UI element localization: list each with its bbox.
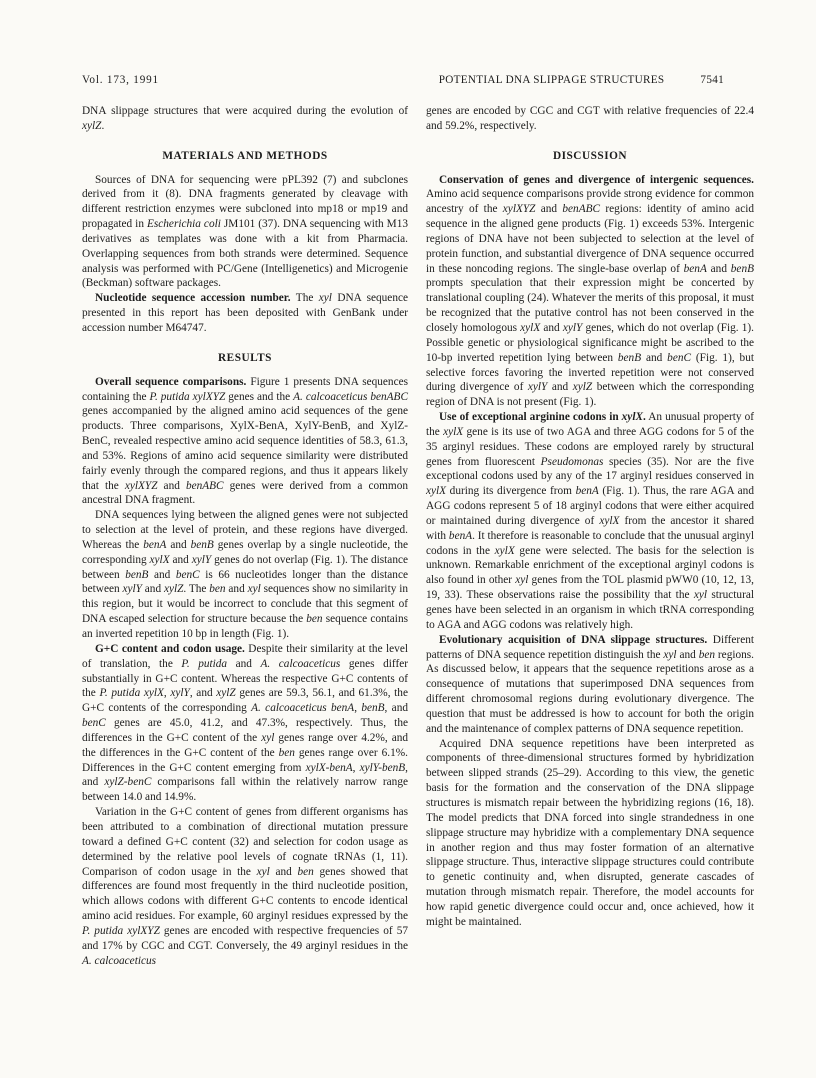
paragraph: G+C content and codon usage. Despite their similarity at the level of translation, the P. putida and A. calcoaceticus genes differ substantially in G+C content. Whereas the respective G+C contents of the P. putida xylX, xylY, and xylZ genes are 59.3, 56.1, and 61.3%, the G+C contents of the corresponding A. calcoaceticus benA, benB, and benC genes are 45.0, 41.2, and 47.3%, respectively. Thus, the differences in the G+C content of the xyl genes range over 4.2%, and the differences in the G+C content of the ben genes range over 6.1%. Differences in the G+C content emerging from xylX-benA, xylY-benB, and xylZ-benC comparisons fall within the relatively narrow range between 14.0 and 14.9%. xyxy=(82,642,409,804)
paragraph: DNA sequences lying between the aligned genes were not subjected to selection at the level of protein, and these regions have diverged. Whereas the benA and benB genes overlap by a single nucleotide, the corresponding xylX and xylY genes do not overlap (Fig. 1). The distance between benB and benC is 66 nucleotides longer than the distance between xylY and xylZ. The ben and xyl sequences show no similarity in this region, but it would be incorrect to conclude that this segment of DNA escaped selection for structure because the ben sequence contains an inverted repetition 10 bp in length (Fig. 1). xyxy=(82,509,408,640)
paragraph: Acquired DNA sequence repetitions have been interpreted as components of three-dimensional structures formed by hybridization between slipped strands (25–29). According to this view, the genetic basis for the formation and the conservation of the DNA slippage structures is mismatch repair between the hybridizing regions (16, 18). The model predicts that DNA forced into single strandedness in one slippage structure may hybridize with a complementary DNA sequence in another region and thus may foster formation of an alternative slippage structure. Thus, interactive slippage structures could contribute to genetic continuity and, when disrupted, generate cascades of mutation through mismatch repair. Therefore, the model accounts for how rapid genetic divergence could occur and, once achieved, how it might be maintained. xyxy=(426,737,754,928)
paragraph: Sources of DNA for sequencing were pPL392 (7) and subclones derived from it (8). DNA fragments generated by cleavage with different restriction enzymes were subcloned into mp18 or mp19 and propagated in Escherichia coli JM101 (37). DNA sequencing with M13 derivatives as templates was done with a kit from Pharmacia. Overlapping sequences from both strands were determined. Sequence analysis was performed with PC/Gene (Intelligenetics) and Microgenie (Beckman) software packages. xyxy=(82,173,408,290)
paragraph: Conservation of genes and divergence of intergenic sequences. Amino acid sequence comparisons provide strong evidence for common ancestry of the xylXYZ and benABC regions: identity of amino acid sequence in the aligned gene products (Fig. 1) exceeds 53%. Intergenic regions of DNA have not been subjected to selection at the level of protein function, and substantial divergence of DNA sequence occurred in these noncoding regions. The single-base overlap of benA and benB prompts speculation that their expression might be concerted by translational coupling (24). Whatever the merits of this proposal, it must be recognized that the putative control has not been conserved in the closely homologous xylX and xylY genes, which do not overlap (Fig. 1). Possible genetic or physiological significance might be ascribed to the 10-bp inverted repetition lying between benB and benC (Fig. 1), but selective forces favoring the inverted repetition were not conserved during divergence of xylY and xylZ between which the corresponding region of DNA is not present (Fig. 1). xyxy=(426,173,754,409)
paragraph: DNA slippage structures that were acquired during the evolution of xylZ. xyxy=(82,105,408,132)
section-heading-results: RESULTS xyxy=(218,351,272,364)
right-column xyxy=(426,104,754,930)
paragraph: Nucleotide sequence accession number. The xyl DNA sequence presented in this report has been deposited with GenBank under accession number M64747. xyxy=(82,292,408,334)
left-column xyxy=(82,104,408,968)
volume-label: Vol. 173, 1991 xyxy=(82,74,159,86)
paragraph: Overall sequence comparisons. Figure 1 presents DNA sequences containing the P. putida xylXYZ genes and the A. calcoaceticus benABC genes accompanied by the aligned amino acid sequences of the gene products. Three comparisons, XylX-BenA, XylY-BenB, and XylZ-BenC, revealed respective amino acid sequence identities of 58.3, 61.3, and 53%. Regions of amino acid sequence similarity were distributed fairly evenly through the compared regions, and thus it appears likely that the xylXYZ and benABC genes were derived from a common ancestral DNA fragment. xyxy=(82,375,408,507)
section-heading-discussion: DISCUSSION xyxy=(552,149,628,162)
running-title: POTENTIAL DNA SLIPPAGE STRUCTURES xyxy=(438,74,665,86)
section-heading-materials-methods: MATERIALS AND METHODS xyxy=(162,149,328,162)
paragraph: Use of exceptional arginine codons in xylX. An unusual property of the xylX gene is its use of two AGA and three AGG codons for 5 of the 35 arginyl residues. These codons are employed rarely by structural genes from fluorescent Pseudomonas species (35). Nor are the five exceptional codons used by any of the 17 arginyl residues conserved in xylX during its divergence from benA (Fig. 1). Thus, the rare AGA and AGG codons represent 5 of 18 arginyl codons that were either acquired or maintained during divergence of xylX from the ancestor it shared with benA. It therefore is reasonable to conclude that the unusual arginyl codons in the xylX gene were selected. The basis for the selection is unknown. Remarkable enrichment of the exceptional arginyl codons is also found in other xyl genes from the TOL plasmid pWW0 (10, 12, 13, 19, 33). These observations raise the possibility that the xyl structural genes have been selected in an organism in which tRNA corresponding to AGA and AGG codons was relatively high. xyxy=(426,411,754,631)
page-number: 7541 xyxy=(700,74,724,86)
paragraph: genes are encoded by CGC and CGT with relative frequencies of 22.4 and 59.2%, respectively. xyxy=(426,105,754,132)
paragraph: Evolutionary acquisition of DNA slippage structures. Different patterns of DNA sequence repetition distinguish the xyl and ben regions. As discussed below, it appears that the sequence repetitions arose as a consequence of mutations that superimposed DNA sequences from different chromosomal regions during evolutionary divergence. The question that must be addressed is how to account for both the origin and the maintenance of complex patterns of DNA sequence repetition. xyxy=(426,633,754,735)
paragraph: Variation in the G+C content of genes from different organisms has been attributed to a combination of directional mutation pressure toward a defined G+C content (32) and selection for codon usage as determined by the relative pool levels of cognate tRNAs (1, 11). Comparison of codon usage in the xyl and ben genes showed that differences are found most frequently in the third nucleotide position, which allows codons with different G+C contents to encode identical amino acid residues. For example, 60 arginyl residues expressed by the P. putida xylXYZ genes are encoded with respective frequencies of 57 and 17% by CGC and CGT. Conversely, the 49 arginyl residues in the A. calcoaceticus xyxy=(82,806,408,967)
running-head xyxy=(82,74,724,86)
